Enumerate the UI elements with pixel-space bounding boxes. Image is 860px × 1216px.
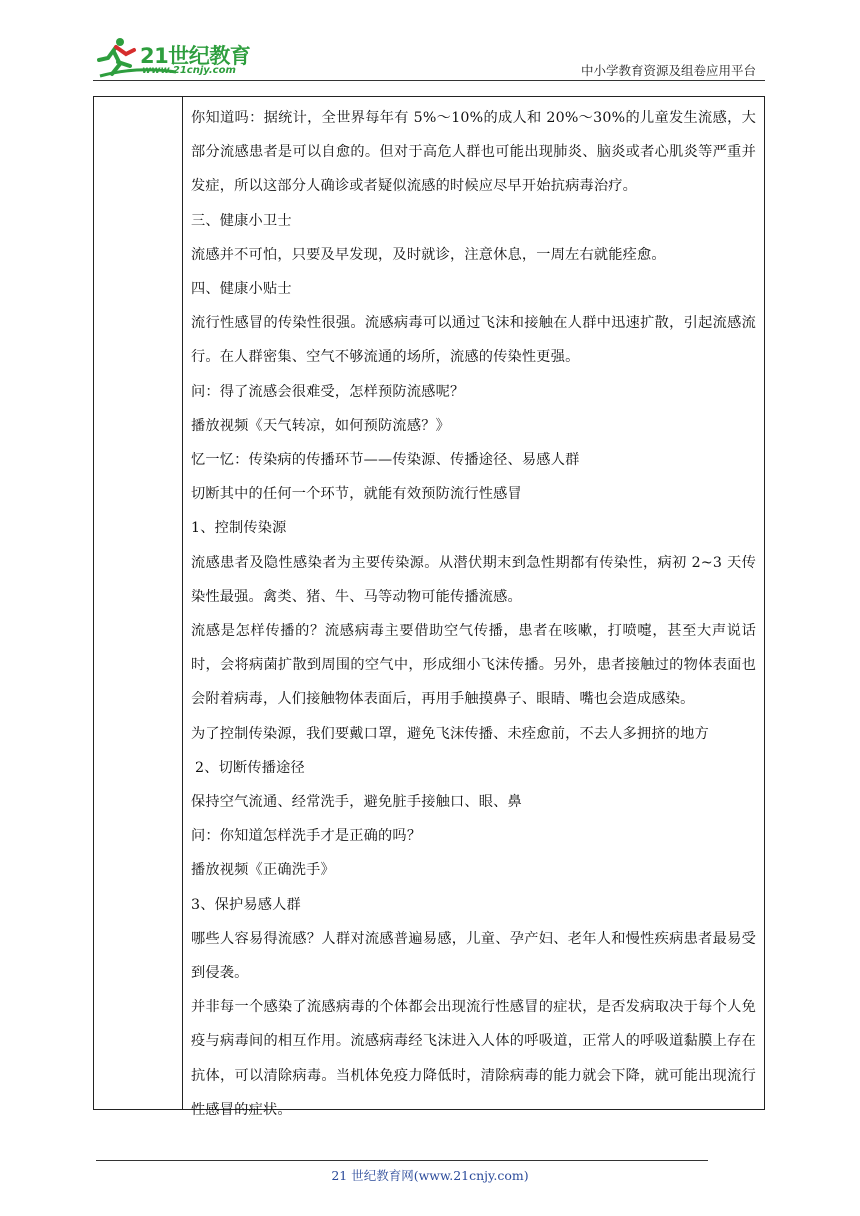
footer-divider — [96, 1160, 708, 1161]
section-heading-3: 三、健康小卫士 — [191, 212, 292, 229]
paragraph: 切断其中的任何一个环节，就能有效预防流行性感冒 — [191, 486, 522, 503]
subheading-3: 3、保护易感人群 — [191, 896, 301, 913]
question: 问：你知道怎样洗手才是正确的吗？ — [191, 828, 422, 845]
header-divider — [93, 80, 765, 81]
paragraph: 流行性感冒的传染性很强。流感病毒可以通过飞沫和接触在人群中迅速扩散，引起流感流行。在人群密集、空气不够流通的场所，流感的传染性更强。 — [191, 315, 756, 366]
paragraph: 哪些人容易得流感？人群对流感普遍易感，儿童、孕产妇、老年人和慢性疾病患者最易受到侵袭。 — [191, 930, 756, 982]
paragraph: 并非每一个感染了流感病毒的个体都会出现流行性感冒的症状，是否发病取决于每个人免疫与病毒间的相互作用。流感病毒经飞沫进入人体的呼吸道，正常人的呼吸道黏膜上存在抗体，可以清除病毒。当机体免疫力降低时，清除病毒的能力就会下降，就可能出现流行性感冒的症状。 — [191, 999, 756, 1118]
site-logo — [96, 36, 266, 80]
paragraph: 保持空气流通、经常洗手，避免脏手接触口、眼、鼻 — [191, 794, 522, 811]
paragraph-fact: 你知道吗：据统计，全世界每年有 5%～10%的成人和 20%～30%的儿童发生流感，大部分流感患者是可以自愈的。但对于高危人群也可能出现肺炎、脑炎或者心肌炎等严重并发症，所以这部分人确诊或者疑似流感的时候应尽早开始抗病毒治疗。 — [191, 110, 756, 195]
paragraph: 为了控制传染源，我们要戴口罩，避免飞沫传播、未痊愈前，不去人多拥挤的地方 — [191, 725, 709, 742]
section-heading-4: 四、健康小贴士 — [191, 281, 292, 298]
logo-url: www.21cnjy.com — [142, 65, 236, 76]
lesson-content-cell — [191, 101, 756, 1127]
video-note: 播放视频《天气转凉，如何预防流感？》 — [191, 417, 450, 434]
paragraph: 忆一忆：传染病的传播环节——传染源、传播途径、易感人群 — [191, 452, 580, 469]
lesson-table — [93, 96, 765, 1118]
subheading-2: 2、切断传播途径 — [195, 759, 305, 776]
question: 问：得了流感会很难受，怎样预防流感呢？ — [191, 383, 465, 400]
header-platform-name: 中小学教育资源及组卷应用平台 — [580, 63, 756, 78]
paragraph: 流感是怎样传播的？流感病毒主要借助空气传播，患者在咳嗽，打喷嚏，甚至大声说话时，会将病菌扩散到周围的空气中，形成细小飞沫传播。另外，患者接触过的物体表面也会附着病毒，人们接触物体表面后，再用手触摸鼻子、眼睛、嘴也会造成感染。 — [191, 623, 756, 708]
paragraph: 流感并不可怕，只要及早发现，及时就诊，注意休息，一周左右就能痊愈。 — [191, 246, 666, 263]
table-column-divider — [182, 97, 183, 1109]
footer-site-link[interactable]: 21 世纪教育网(www.21cnjy.com) — [331, 1168, 529, 1183]
video-note: 播放视频《正确洗手》 — [191, 862, 335, 879]
logo-text: 21世纪教育 — [140, 44, 251, 68]
subheading-1: 1、控制传染源 — [191, 520, 287, 537]
paragraph: 流感患者及隐性感染者为主要传染源。从潜伏期末到急性期都有传染性，病初 2~3 天传染性最强。禽类、猪、牛、马等动物可能传播流感。 — [191, 554, 756, 605]
